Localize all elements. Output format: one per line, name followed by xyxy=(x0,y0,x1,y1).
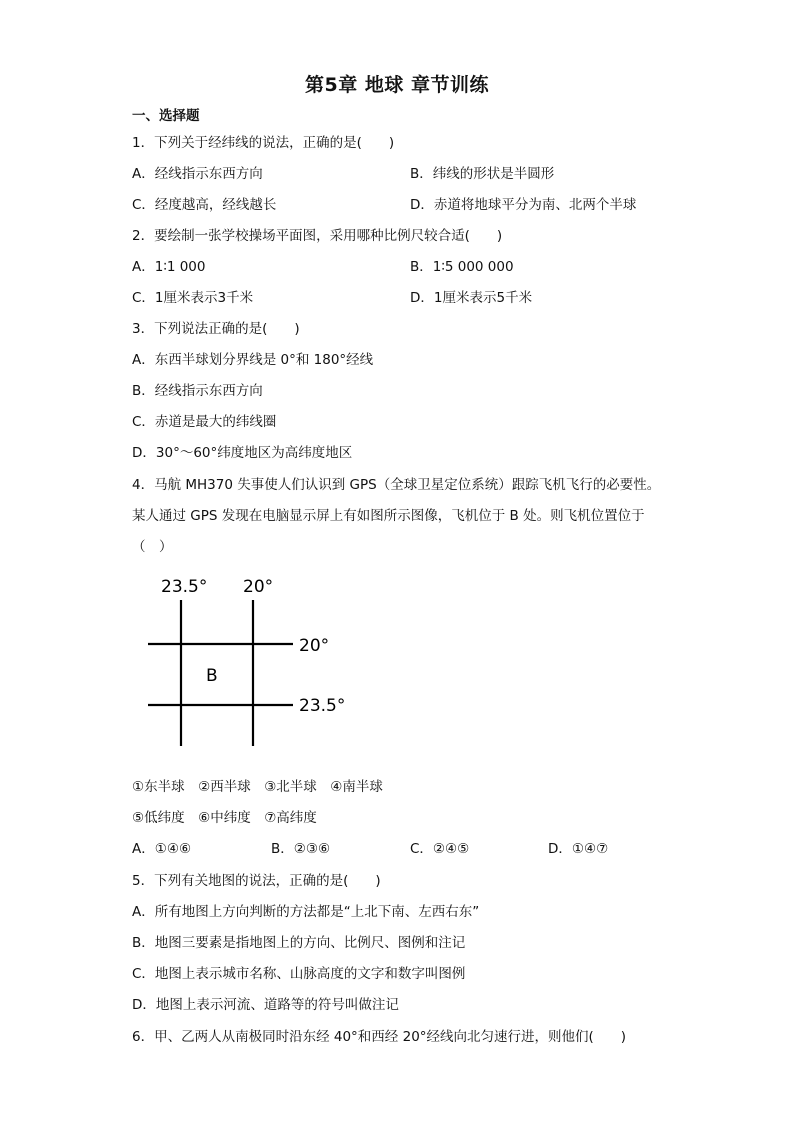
question-5-option-d: D．地图上表示河流、道路等的符号叫做注记 xyxy=(132,997,399,1013)
question-5-option-b: B．地图三要素是指地图上的方向、比例尺、图例和注记 xyxy=(132,935,466,951)
grid-svg xyxy=(140,568,380,753)
question-5-option-c: C．地图上表示城市名称、山脉高度的文字和数字叫图例 xyxy=(132,966,466,982)
question-2-option-b: B．1∶5 000 000 xyxy=(410,259,514,275)
question-3-option-a: A．东西半球划分界线是 0°和 180°经线 xyxy=(132,352,374,368)
question-3-option-c: C．赤道是最大的纬线圈 xyxy=(132,414,277,430)
question-4-option-b: B．②③⑥ xyxy=(271,841,331,857)
question-5-option-a: A．所有地图上方向判断的方法都是“上北下南、左西右东” xyxy=(132,904,480,920)
page-title: 第5章 地球 章节训练 xyxy=(305,74,489,96)
question-1-option-c: C．经度越高，经线越长 xyxy=(132,197,277,213)
question-1-stem: 1．下列关于经纬线的说法，正确的是( ) xyxy=(132,135,395,151)
question-5-stem: 5．下列有关地图的说法，正确的是( ) xyxy=(132,873,381,889)
section-heading: 一、选择题 xyxy=(132,108,200,124)
point-b-label: B xyxy=(206,666,218,686)
question-3-option-b: B．经线指示东西方向 xyxy=(132,383,263,399)
question-4-option-d: D．①④⑦ xyxy=(548,841,609,857)
question-4-stem-line-1: 4．马航 MH370 失事使人们认识到 GPS（全球卫星定位系统）跟踪飞机飞行的必要性。 xyxy=(132,477,661,493)
question-4-choices-row-1: ①东半球 ②西半球 ③北半球 ④南半球 xyxy=(132,779,383,795)
question-4-choices-row-2: ⑤低纬度 ⑥中纬度 ⑦高纬度 xyxy=(132,810,317,826)
label-right-bottom: 23.5° xyxy=(299,696,346,716)
question-4-stem-line-2: 某人通过 GPS 发现在电脑显示屏上有如图所示图像，飞机位于 B 处。则飞机位置位于 xyxy=(132,508,645,524)
question-4-stem-line-3: （ ） xyxy=(132,539,173,555)
question-2-option-c: C．1厘米表示3千米 xyxy=(132,290,254,306)
question-2-option-d: D．1厘米表示5千米 xyxy=(410,290,533,306)
question-3-stem: 3．下列说法正确的是( ) xyxy=(132,321,300,337)
question-2-option-a: A．1∶1 000 xyxy=(132,259,206,275)
label-top-left: 23.5° xyxy=(161,577,208,597)
question-6-stem: 6．甲、乙两人从南极同时沿东经 40°和西经 20°经线向北匀速行进，则他们( ) xyxy=(132,1029,627,1045)
question-4-option-a: A．①④⑥ xyxy=(132,841,192,857)
question-1-option-d: D．赤道将地球平分为南、北两个半球 xyxy=(410,197,637,213)
question-1-option-b: B．纬线的形状是半圆形 xyxy=(410,166,555,182)
label-top-right: 20° xyxy=(243,577,274,597)
question-3-option-d: D．30°～60°纬度地区为高纬度地区 xyxy=(132,445,353,461)
question-1-option-a: A．经线指示东西方向 xyxy=(132,166,263,182)
question-4-option-c: C．②④⑤ xyxy=(410,841,470,857)
label-right-top: 20° xyxy=(299,636,330,656)
question-2-stem: 2．要绘制一张学校操场平面图，采用哪种比例尺较合适( ) xyxy=(132,228,503,244)
lat-long-grid-figure xyxy=(140,568,380,753)
